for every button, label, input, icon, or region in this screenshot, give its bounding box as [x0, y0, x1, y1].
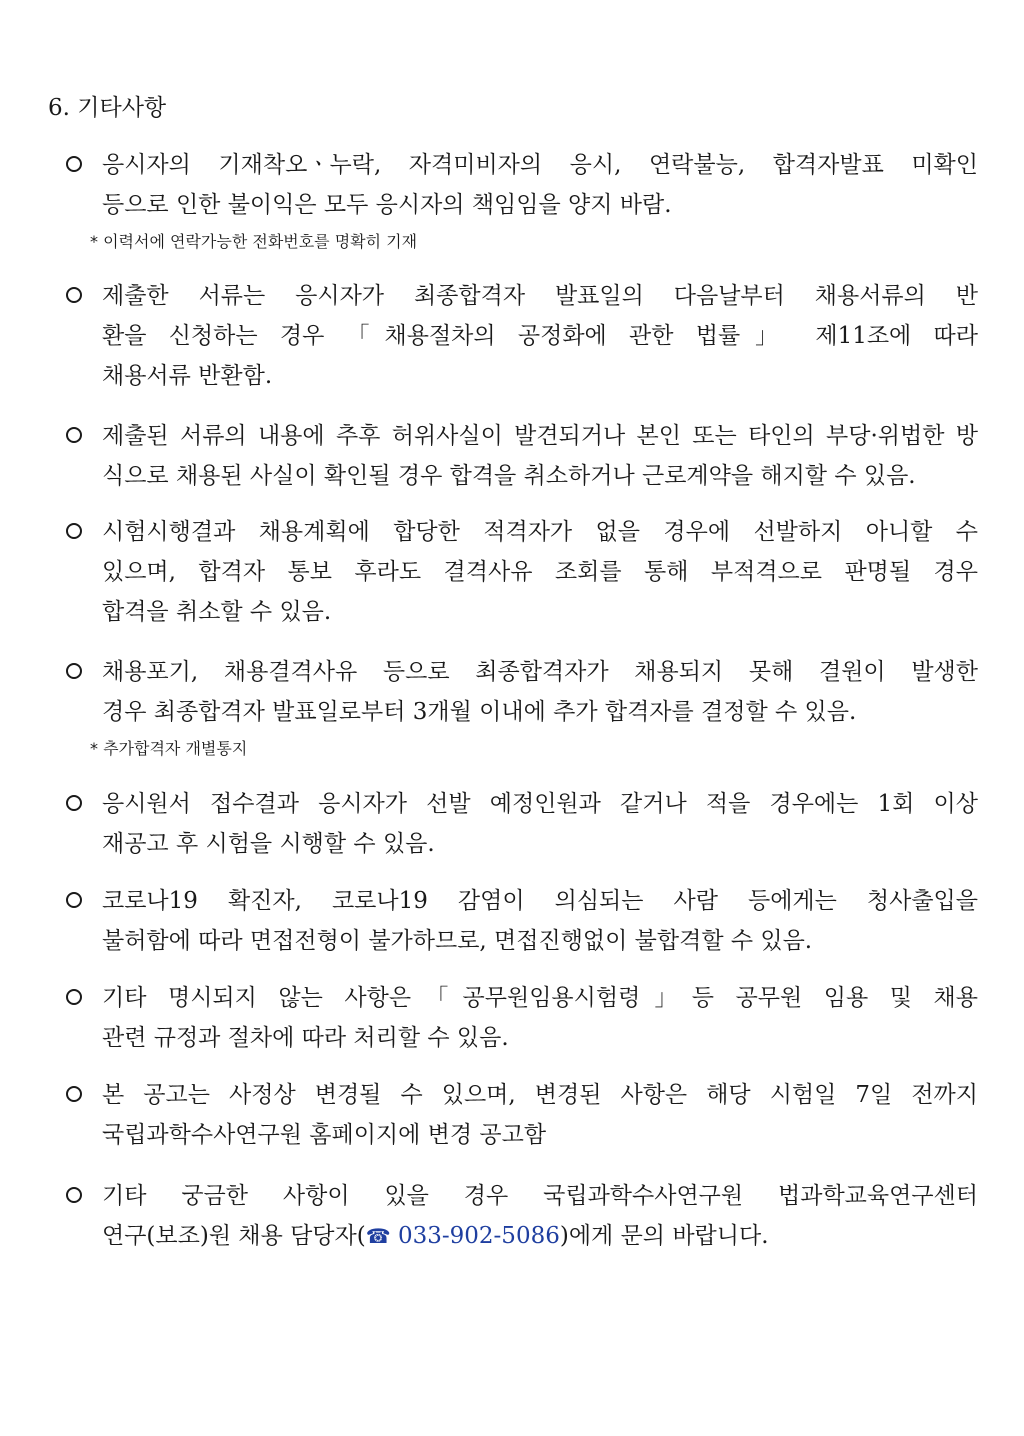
item-line: 본 공고는 사정상 변경될 수 있으며, 변경된 사항은 해당 시험일 7일 전까지 — [102, 1082, 978, 1108]
item-line: 기타 명시되지 않는 사항은「공무원임용시험령」등 공무원 임용 및 채용 — [102, 985, 978, 1011]
item-line: 코로나19 확진자, 코로나19 감염이 의심되는 사람 등에게는 청사출입을 — [102, 888, 978, 914]
item-line: 응시원서 접수결과 응시자가 선발 예정인원과 같거나 적을 경우에는 1회 이상 — [102, 791, 978, 817]
hollow-circle-bullet-icon — [66, 1187, 82, 1203]
hollow-circle-bullet-icon — [66, 427, 82, 443]
hollow-circle-bullet-icon — [66, 663, 82, 679]
telephone-icon: ☎ — [365, 1224, 391, 1248]
hollow-circle-bullet-icon — [66, 287, 82, 303]
item-line: 있으며, 합격자 통보 후라도 결격사유 조회를 통해 부적격으로 판명될 경우 — [102, 559, 978, 585]
phone-link[interactable] — [366, 1223, 560, 1249]
item-line: 등으로 인한 불이익은 모두 응시자의 책임임을 양지 바람. — [102, 192, 672, 218]
item-line: 합격을 취소할 수 있음. — [102, 599, 332, 625]
item-line: 기타 궁금한 사항이 있을 경우 국립과학수사연구원 법과학교육연구센터 — [102, 1183, 978, 1209]
contact-suffix: )에게 문의 바랍니다. — [559, 1223, 769, 1249]
hollow-circle-bullet-icon — [66, 989, 82, 1005]
item-line: 국립과학수사연구원 홈페이지에 변경 공고함 — [102, 1122, 547, 1148]
item-line: 응시자의 기재착오ㆍ누락, 자격미비자의 응시, 연락불능, 합격자발표 미확인 — [102, 152, 978, 178]
hollow-circle-bullet-icon — [66, 1086, 82, 1102]
item-line: 제출한 서류는 응시자가 최종합격자 발표일의 다음날부터 채용서류의 반 — [102, 283, 978, 309]
contact-prefix: 연구(보조)원 채용 담당자( — [102, 1223, 366, 1249]
item-line: 채용서류 반환함. — [102, 363, 273, 389]
contact-line — [102, 1219, 978, 1253]
hollow-circle-bullet-icon — [66, 523, 82, 539]
phone-number: 033-902-5086 — [397, 1223, 560, 1249]
hollow-circle-bullet-icon — [66, 795, 82, 811]
item-line: 제출된 서류의 내용에 추후 허위사실이 발견되거나 본인 또는 타인의 부당·위법한 방 — [102, 423, 978, 449]
item-line: 식으로 채용된 사실이 확인될 경우 합격을 취소하거나 근로계약을 해지할 수 있음. — [102, 463, 916, 489]
item-line: 경우 최종합격자 발표일로부터 3개월 이내에 추가 합격자를 결정할 수 있음. — [102, 699, 857, 725]
item-note: * 추가합격자 개별통지 — [90, 739, 248, 758]
item-line: 불허함에 따라 면접전형이 불가하므로, 면접진행없이 불합격할 수 있음. — [102, 928, 813, 954]
item-line: 시험시행결과 채용계획에 합당한 적격자가 없을 경우에 선발하지 아니할 수 — [102, 519, 978, 545]
hollow-circle-bullet-icon — [66, 156, 82, 172]
item-line: 재공고 후 시험을 시행할 수 있음. — [102, 831, 435, 857]
hollow-circle-bullet-icon — [66, 892, 82, 908]
section-title: 6. 기타사항 — [48, 95, 167, 121]
item-note: * 이력서에 연락가능한 전화번호를 명확히 기재 — [90, 232, 418, 251]
item-line: 관련 규정과 절차에 따라 처리할 수 있음. — [102, 1025, 509, 1051]
item-line: 환을 신청하는 경우 「채용절차의 공정화에 관한 법률」 제11조에 따라 — [102, 323, 978, 349]
item-line: 채용포기, 채용결격사유 등으로 최종합격자가 채용되지 못해 결원이 발생한 — [102, 659, 978, 685]
